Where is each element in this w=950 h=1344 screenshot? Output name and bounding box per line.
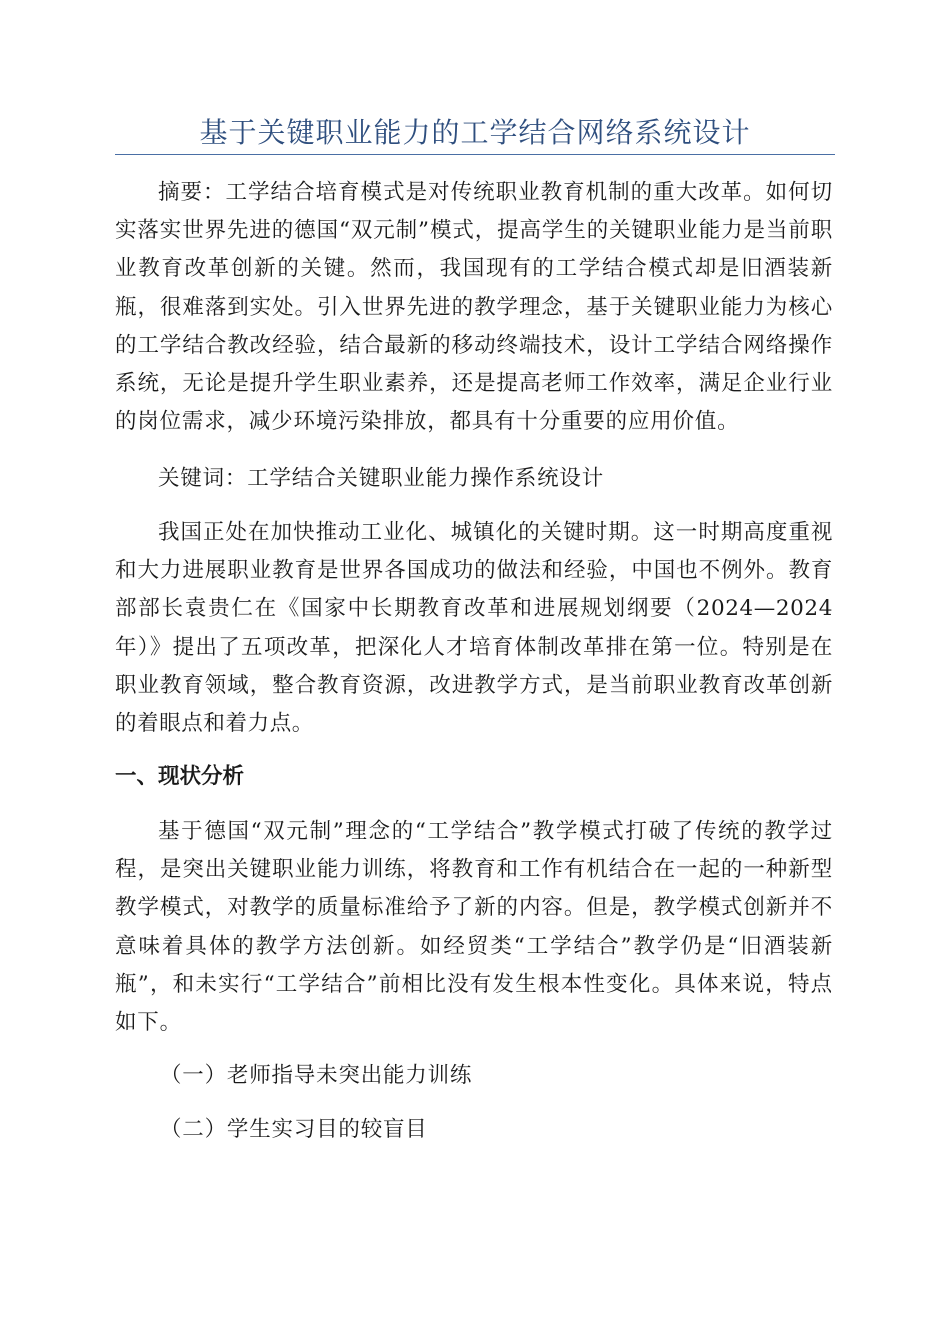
intro-paragraph: 我国正处在加快推动工业化、城镇化的关键时期。这一时期高度重视和大力进展职业教育是世界各国成功的做法和经验，中国也不例外。教育部部长袁贵仁在《国家中长期教育改革和进展规划纲要（2024—2024年）》提出了五项改革，把深化人才培育体制改革排在第一位。特别是在职业教育领域，整合教育资源，改进教学方式，是当前职业教育改革创新的着眼点和着力点。 xyxy=(115,520,833,737)
subsection-heading-1: （一）老师指导未突出能力训练 xyxy=(160,1063,473,1088)
keywords-line: 关键词：工学结合关键职业能力操作系统设计 xyxy=(158,466,605,491)
document-title: 基于关键职业能力的工学结合网络系统设计 xyxy=(199,116,751,149)
title-underline xyxy=(115,154,835,155)
section-heading-status-analysis: 一、现状分析 xyxy=(115,764,245,789)
section1-paragraph: 基于德国“双元制”理念的“工学结合”教学模式打破了传统的教学过程，是突出关键职业能力训练，将教育和工作有机结合在一起的一种新型教学模式，对教学的质量标准给予了新的内容。但是，教学模式创新并不意味着具体的教学方法创新。如经贸类“工学结合”教学仍是“旧酒装新瓶”，和未实行“工学结合”前相比没有发生根本性变化。具体来说，特点如下。 xyxy=(115,819,833,1036)
subsection-heading-2: （二）学生实习目的较盲目 xyxy=(160,1117,428,1142)
abstract-paragraph: 摘要：工学结合培育模式是对传统职业教育机制的重大改革。如何切实落实世界先进的德国“双元制”模式，提高学生的关键职业能力是当前职业教育改革创新的关键。然而，我国现有的工学结合模式却是旧酒装新瓶，很难落到实处。引入世界先进的教学理念，基于关键职业能力为核心的工学结合教改经验，结合最新的移动终端技术，设计工学结合网络操作系统，无论是提升学生职业素养，还是提高老师工作效率，满足企业行业的岗位需求，减少环境污染排放，都具有十分重要的应用价值。 xyxy=(115,180,833,435)
